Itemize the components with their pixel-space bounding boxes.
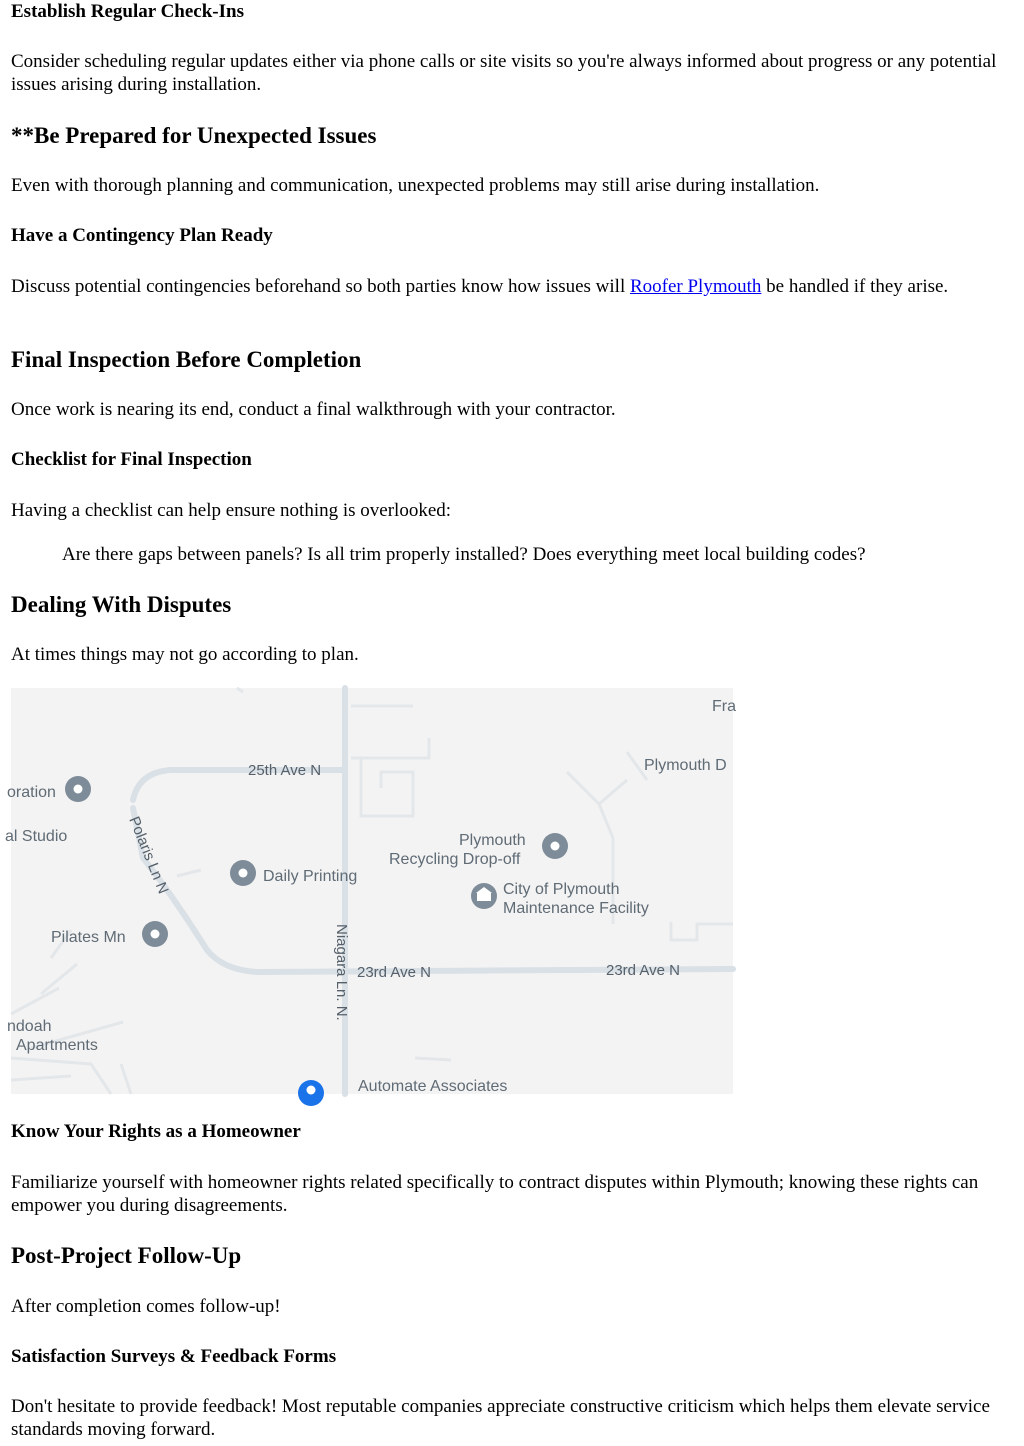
- label-daily-printing: Daily Printing: [263, 868, 358, 885]
- label-pilates: Pilates Mn: [51, 929, 126, 946]
- recycling-pin-icon[interactable]: [542, 833, 568, 859]
- pilates-pin-icon[interactable]: [142, 921, 168, 947]
- label-apartments: Apartments: [16, 1037, 98, 1054]
- paragraph-homeowner-rights: Familiarize yourself with homeowner rights related specifically to contract disputes within Plymouth; knowing these rights can empower you during disagreements.: [11, 1172, 979, 1216]
- heading-checklist: Checklist for Final Inspection: [11, 449, 252, 470]
- label-automate-associates: Automate Associates: [358, 1078, 508, 1095]
- label-polaris-ln: Polaris Ln N: [125, 814, 172, 897]
- heading-check-ins: Establish Regular Check-Ins: [11, 1, 244, 22]
- embedded-map[interactable]: [5, 688, 736, 1095]
- blue-location-pin-icon[interactable]: [298, 1080, 324, 1106]
- paragraph-post-project: After completion comes follow-up!: [11, 1296, 281, 1317]
- daily-printing-pin-icon[interactable]: [230, 860, 256, 886]
- heading-disputes: Dealing With Disputes: [11, 592, 232, 617]
- label-25th-ave: 25th Ave N: [248, 762, 322, 779]
- paragraph-contingency-plan: [11, 275, 1012, 298]
- label-23rd-ave-east: 23rd Ave N: [606, 962, 680, 979]
- map-background: [11, 688, 733, 1094]
- contingency-text-start: Discuss potential contingencies beforehand so both parties know how issues will: [11, 276, 630, 297]
- paragraph-check-ins: Consider scheduling regular updates either via phone calls or site visits so you're always informed about progress or any potential issues arising during installation.: [11, 51, 997, 95]
- label-niagara-ln: Niagara Ln. N.: [333, 924, 350, 1021]
- paragraph-unexpected-issues: Even with thorough planning and communication, unexpected problems may still arise during installation.: [11, 175, 820, 196]
- label-recycling-line1: Plymouth: [459, 832, 526, 849]
- label-ndoah: ndoah: [7, 1018, 52, 1035]
- label-recycling-line2: Recycling Drop-off: [389, 851, 521, 868]
- label-plymouth-d: Plymouth D: [644, 757, 727, 774]
- label-maintenance-line2: Maintenance Facility: [503, 900, 649, 917]
- heading-final-inspection: Final Inspection Before Completion: [11, 347, 362, 372]
- paragraph-checklist-intro: Having a checklist can help ensure nothing is overlooked:: [11, 500, 452, 521]
- heading-surveys: Satisfaction Surveys & Feedback Forms: [11, 1346, 337, 1367]
- maintenance-facility-pin-icon[interactable]: [471, 883, 497, 909]
- checklist-items: Are there gaps between panels? Is all trim properly installed? Does everything meet local building codes?: [62, 544, 866, 565]
- label-maintenance-line1: City of Plymouth: [503, 881, 620, 898]
- contingency-text-end: be handled if they arise.: [761, 276, 949, 297]
- heading-unexpected-issues: **Be Prepared for Unexpected Issues: [11, 123, 377, 148]
- heading-post-project: Post-Project Follow-Up: [11, 1243, 242, 1268]
- paragraph-final-inspection: Once work is nearing its end, conduct a final walkthrough with your contractor.: [11, 399, 616, 420]
- heading-contingency-plan: Have a Contingency Plan Ready: [11, 225, 273, 246]
- label-23rd-ave-west: 23rd Ave N: [357, 964, 431, 981]
- paragraph-disputes: At times things may not go according to plan.: [11, 644, 359, 665]
- heading-homeowner-rights: Know Your Rights as a Homeowner: [11, 1121, 301, 1142]
- oration-pin-icon[interactable]: [65, 776, 91, 802]
- label-al-studio: al Studio: [5, 828, 68, 845]
- paragraph-surveys: Don't hesitate to provide feedback! Most reputable companies appreciate constructive criticism which helps them elevate service standards moving forward.: [11, 1396, 990, 1440]
- label-oration: oration: [7, 784, 56, 801]
- roofer-plymouth-link[interactable]: Roofer Plymouth: [629, 276, 762, 297]
- label-fra: Fra: [712, 698, 736, 715]
- map-canvas[interactable]: [5, 688, 736, 1095]
